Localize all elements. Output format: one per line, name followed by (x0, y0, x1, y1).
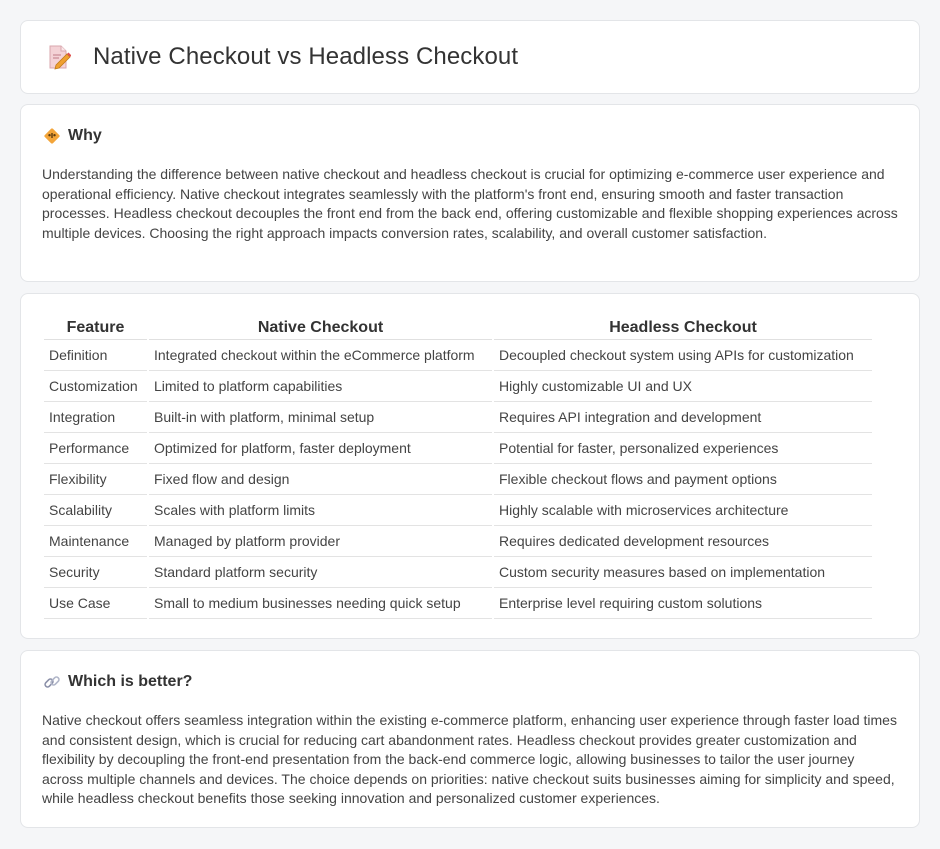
title-card (20, 20, 920, 94)
feature-cell: Scalability (44, 495, 147, 526)
better-body: Native checkout offers seamless integration within the existing e-commerce platform, enhancing user experience through faster load times and consistent design, which is crucial for reducing cart abandonment rates. Headless checkout provides greater customization and flexibility by decoupling the front-end presentation from the back-end commerce logic, allowing businesses to tailor the user journey across multiple channels and devices. The choice depends on priorities: native checkout suits businesses aiming for simplicity and speed, while headless checkout benefits those seeking innovation and personalized customer experiences. (42, 712, 897, 807)
why-header (43, 127, 102, 145)
table-header-row (44, 314, 872, 340)
column-header-native: Native Checkout (149, 314, 492, 340)
better-header (43, 673, 192, 691)
headless-cell: Potential for faster, personalized experiences (494, 433, 872, 464)
native-cell: Standard platform security (149, 557, 492, 588)
native-cell: Fixed flow and design (149, 464, 492, 495)
column-header-headless: Headless Checkout (494, 314, 872, 340)
native-cell: Built-in with platform, minimal setup (149, 402, 492, 433)
link-icon (43, 673, 61, 691)
which-better-card (20, 650, 920, 828)
why-card (20, 104, 920, 282)
headless-cell: Flexible checkout flows and payment options (494, 464, 872, 495)
headless-cell: Requires API integration and development (494, 402, 872, 433)
table-row (44, 433, 872, 464)
headless-cell: Custom security measures based on implementation (494, 557, 872, 588)
headless-cell: Highly scalable with microservices architecture (494, 495, 872, 526)
why-heading: Why (68, 127, 102, 144)
table-row (44, 464, 872, 495)
comparison-table (42, 314, 874, 619)
table-row (44, 402, 872, 433)
feature-cell: Flexibility (44, 464, 147, 495)
page-title: Native Checkout vs Headless Checkout (93, 43, 519, 70)
headless-cell: Highly customizable UI and UX (494, 371, 872, 402)
headless-cell: Enterprise level requiring custom solutions (494, 588, 872, 619)
feature-cell: Integration (44, 402, 147, 433)
table-row (44, 557, 872, 588)
column-header-feature: Feature (44, 314, 147, 340)
feature-cell: Security (44, 557, 147, 588)
table-row (44, 495, 872, 526)
feature-cell: Performance (44, 433, 147, 464)
feature-cell: Customization (44, 371, 147, 402)
headless-cell: Requires dedicated development resources (494, 526, 872, 557)
native-cell: Integrated checkout within the eCommerce platform (149, 340, 492, 371)
feature-cell: Maintenance (44, 526, 147, 557)
title-row (47, 43, 518, 71)
table-row (44, 526, 872, 557)
table-row (44, 340, 872, 371)
feature-cell: Definition (44, 340, 147, 371)
comparison-card (20, 293, 920, 639)
why-body: Understanding the difference between native checkout and headless checkout is crucial for optimizing e-commerce user experience and operational efficiency. Native checkout integrates seamlessly with the platform's front end, ensuring smooth and faster transaction processes. Headless checkout decouples the front end from the back end, offering customizable and flexible shopping experiences across multiple devices. Choosing the right approach impacts conversion rates, scalability, and overall customer satisfaction. (42, 166, 898, 241)
headless-cell: Decoupled checkout system using APIs for customization (494, 340, 872, 371)
better-heading: Which is better? (68, 673, 193, 690)
document-pencil-icon (47, 43, 71, 71)
feature-cell: Use Case (44, 588, 147, 619)
table-row (44, 371, 872, 402)
native-cell: Scales with platform limits (149, 495, 492, 526)
native-cell: Small to medium businesses needing quick setup (149, 588, 492, 619)
native-cell: Optimized for platform, faster deployment (149, 433, 492, 464)
native-cell: Managed by platform provider (149, 526, 492, 557)
table-row (44, 588, 872, 619)
native-cell: Limited to platform capabilities (149, 371, 492, 402)
diamond-warning-icon (43, 127, 61, 145)
